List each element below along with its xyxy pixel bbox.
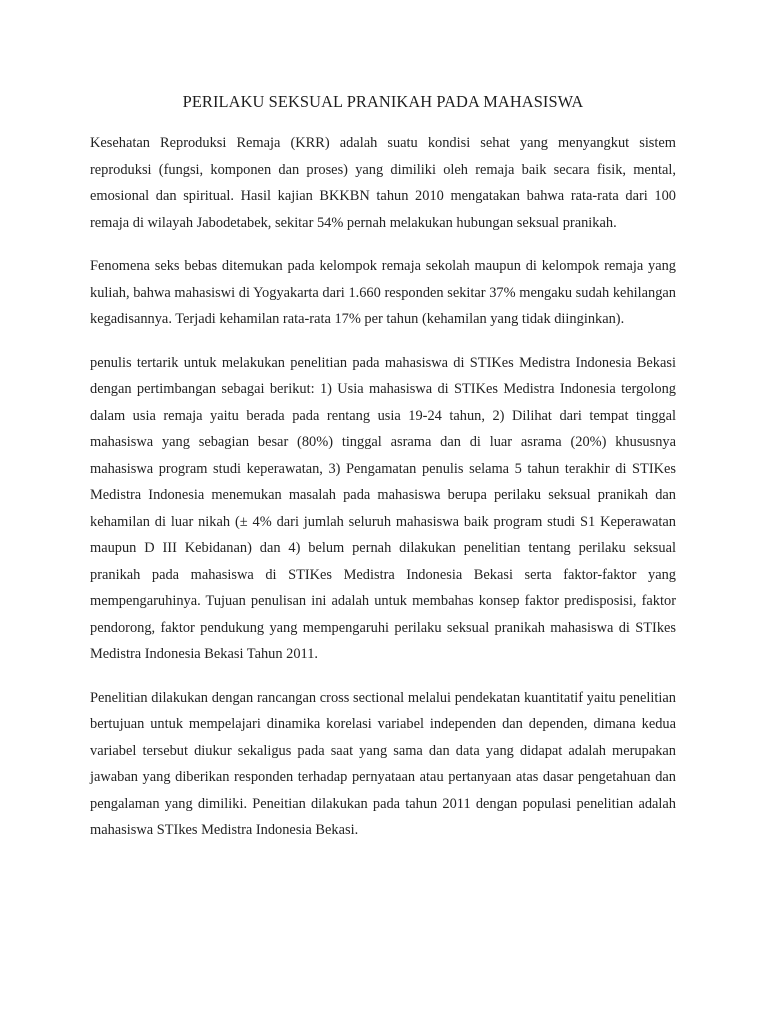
paragraph-1: Kesehatan Reproduksi Remaja (KRR) adalah suatu kondisi sehat yang menyangkut sistem reproduksi (fungsi, komponen dan proses) yang dimiliki oleh remaja baik secara fisik, mental, emosional dan spiritual. Hasil kajian BKKBN tahun 2010 mengatakan bahwa rata-rata dari 100 remaja di wilayah Jabodetabek, sekitar 54% pernah melakukan hubungan seksual pranikah. (90, 135, 676, 231)
paragraph-4: Penelitian dilakukan dengan rancangan cross sectional melalui pendekatan kuantitatif yaitu penelitian bertujuan untuk mempelajari dinamika korelasi variabel independen dan dependen, dimana kedua variabel tersebut diukur sekaligus pada saat yang sama dan data yang didapat adalah merupakan jawaban yang diberikan responden terhadap pernyataan atau pertanyaan atas dasar pengetahuan dan pengalaman yang dimiliki. Peneitian dilakukan pada tahun 2011 dengan populasi penelitian adalah mahasiswa STIkes Medistra Indonesia Bekasi. (90, 689, 676, 838)
paragraph-3: penulis tertarik untuk melakukan penelitian pada mahasiswa di STIKes Medistra Indonesia Bekasi dengan pertimbangan sebagai berikut: 1) Usia mahasiswa di STIKes Medistra Indonesia tergolong dalam usia remaja yaitu berada pada rentang usia 19-24 tahun, 2) Dilihat dari tempat tinggal mahasiswa yang sebagian besar (80%) tinggal asrama dan di luar asrama (20%) khususnya mahasiswa program studi keperawatan, 3) Pengamatan penulis selama 5 tahun terakhir di STIKes Medistra Indonesia menemukan masalah pada mahasiswa berupa perilaku seksual pranikah dan kehamilan di luar nikah (± 4% dari jumlah seluruh mahasiswa baik program studi S1 Keperawatan maupun D III Kebidanan) dan 4) belum pernah dilakukan penelitian tentang perilaku seksual pranikah pada mahasiswa di STIKes Medistra Indonesia Bekasi serta faktor-faktor yang mempengaruhinya. Tujuan penulisan ini adalah untuk membahas konsep faktor predisposisi, faktor pendorong, faktor pendukung yang mempengaruhi perilaku seksual pranikah mahasiswa di STIkes Medistra Indonesia Bekasi Tahun 2011. (90, 354, 676, 662)
paragraph-2: Fenomena seks bebas ditemukan pada kelompok remaja sekolah maupun di kelompok remaja yang kuliah, bahwa mahasiswi di Yogyakarta dari 1.660 responden sekitar 37% mengaku sudah kehilangan kegadisannya. Terjadi kehamilan rata-rata 17% per tahun (kehamilan yang tidak diinginkan). (90, 258, 676, 327)
document-title: PERILAKU SEKSUAL PRANIKAH PADA MAHASISWA (182, 92, 584, 111)
